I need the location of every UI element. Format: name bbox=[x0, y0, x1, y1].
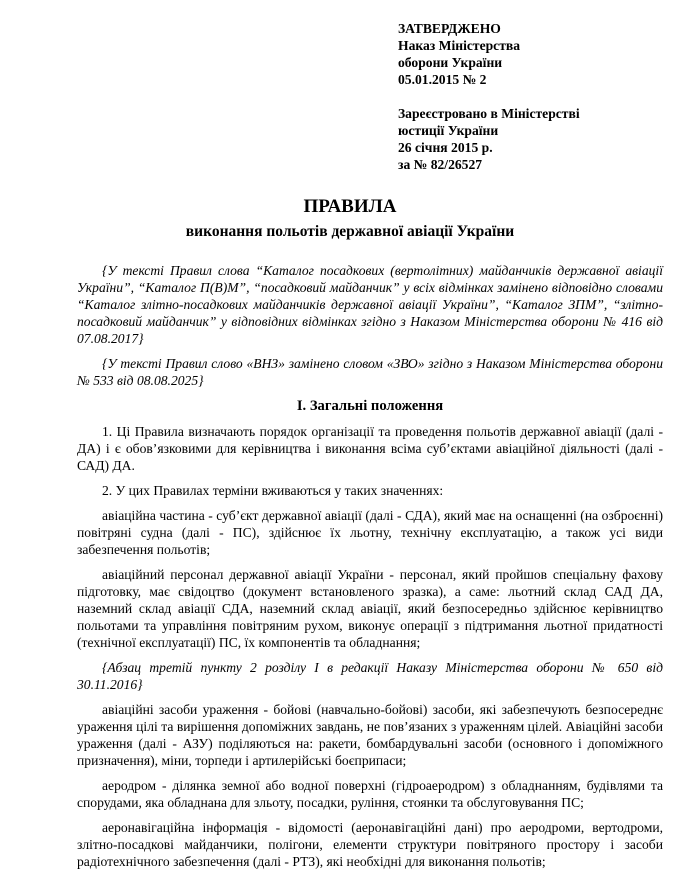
approved-line: ЗАТВЕРДЖЕНО bbox=[398, 21, 501, 36]
registered-block bbox=[398, 105, 580, 173]
paragraph: 2. У цих Правилах терміни вживаються у таких значеннях: bbox=[102, 483, 444, 498]
approved-line: оборони України bbox=[398, 55, 503, 70]
title-sub: виконання польотів державної авіації України bbox=[185, 223, 515, 240]
document-body bbox=[77, 262, 663, 878]
paragraph: аеродром - ділянка земної або водної поверхні (гідроаеродром) з обладнанням, будівлями та спорудами, яка обладнана для зльоту, посадки, руління, стоянки та обслуговування ПС; bbox=[77, 778, 663, 810]
approval-stamp bbox=[398, 20, 580, 173]
paragraph: авіаційна частина - суб’єкт державної авіації (далі - СДА), який має на оснащенні (на озброєнні) повітряні судна (далі - ПС), здійснює їх льотну, технічну експлуатацію, а також усі види забезпечення польотів; bbox=[77, 508, 663, 557]
registered-line: юстиції України bbox=[398, 123, 499, 138]
amendment-note: {У тексті Правил слова “Каталог посадкових (вертолітних) майданчиків державної авіації України”, “Каталог П(В)М”, “посадковий майданчик” у всіх відмінках замінено відповідно словами “Каталог злітно-посадкових майданчиків державної авіації України”, “Каталог ЗПМ”, “злітно-посадковий майданчик” у відповідних відмінках згідно з Наказом Міністерства оборони № 416 від 07.08.2017} bbox=[77, 263, 663, 346]
approved-line: Наказ Міністерства bbox=[398, 38, 521, 53]
paragraph: авіаційні засоби ураження - бойові (навчально-бойові) засоби, які забезпечують безпосереднє ураження цілі та вирішення допоміжних завдань, не пов’язаних з ураженням цілей. Авіаційні засоби ураження (далі - АЗУ) поділяються на: ракети, бомбардувальні засоби (основного і допоміжного призначення), міни, торпеди і артилерійські боєприпаси; bbox=[77, 702, 663, 768]
paragraph: авіаційний персонал державної авіації України - персонал, який пройшов спеціальну фахову підготовку, має свідоцтво (документ встановленого зразка), а саме: льотний склад САД ДА, наземний склад авіації СДА, наземний склад авіації, який безпосередньо здійснює керівництво польотами та управління повітряним рухом, виконує операції з підтримання льотної придатності (технічної експлуатації) ПС, їх компонентів та обладнання; bbox=[77, 567, 663, 650]
approved-line: 05.01.2015 № 2 bbox=[398, 72, 487, 87]
paragraph: 1. Ці Правила визначають порядок організації та проведення польотів державної авіації (далі - ДА) і є обов’язковими для керівництва і виконання всіма суб’єктами авіаційної діяльності (далі - САД) ДА. bbox=[77, 424, 663, 473]
document-title bbox=[0, 196, 700, 242]
amendment-note: {У тексті Правил слово «ВНЗ» замінено словом «ЗВО» згідно з Наказом Міністерства оборони № 533 від 08.08.2025} bbox=[77, 356, 663, 388]
section-heading: I. Загальні положення bbox=[296, 398, 444, 414]
registered-line: 26 січня 2015 р. bbox=[398, 140, 493, 155]
amendment-note: {Абзац третій пункту 2 розділу I в редакції Наказу Міністерства оборони № 650 від 30.11.2016} bbox=[77, 660, 663, 692]
paragraph: аеронавігаційна інформація - відомості (аеронавігаційні дані) про аеродроми, вертодроми, злітно-посадкові майданчики, полігони, елементи структури повітряного простору і засоби радіотехнічного забезпечення (далі - РТЗ), які необхідні для виконання польотів; bbox=[77, 820, 663, 869]
title-main: ПРАВИЛА bbox=[303, 196, 397, 217]
registered-line: за № 82/26527 bbox=[398, 157, 483, 172]
approved-block bbox=[398, 20, 580, 88]
registered-line: Зареєстровано в Міністерстві bbox=[398, 106, 580, 121]
